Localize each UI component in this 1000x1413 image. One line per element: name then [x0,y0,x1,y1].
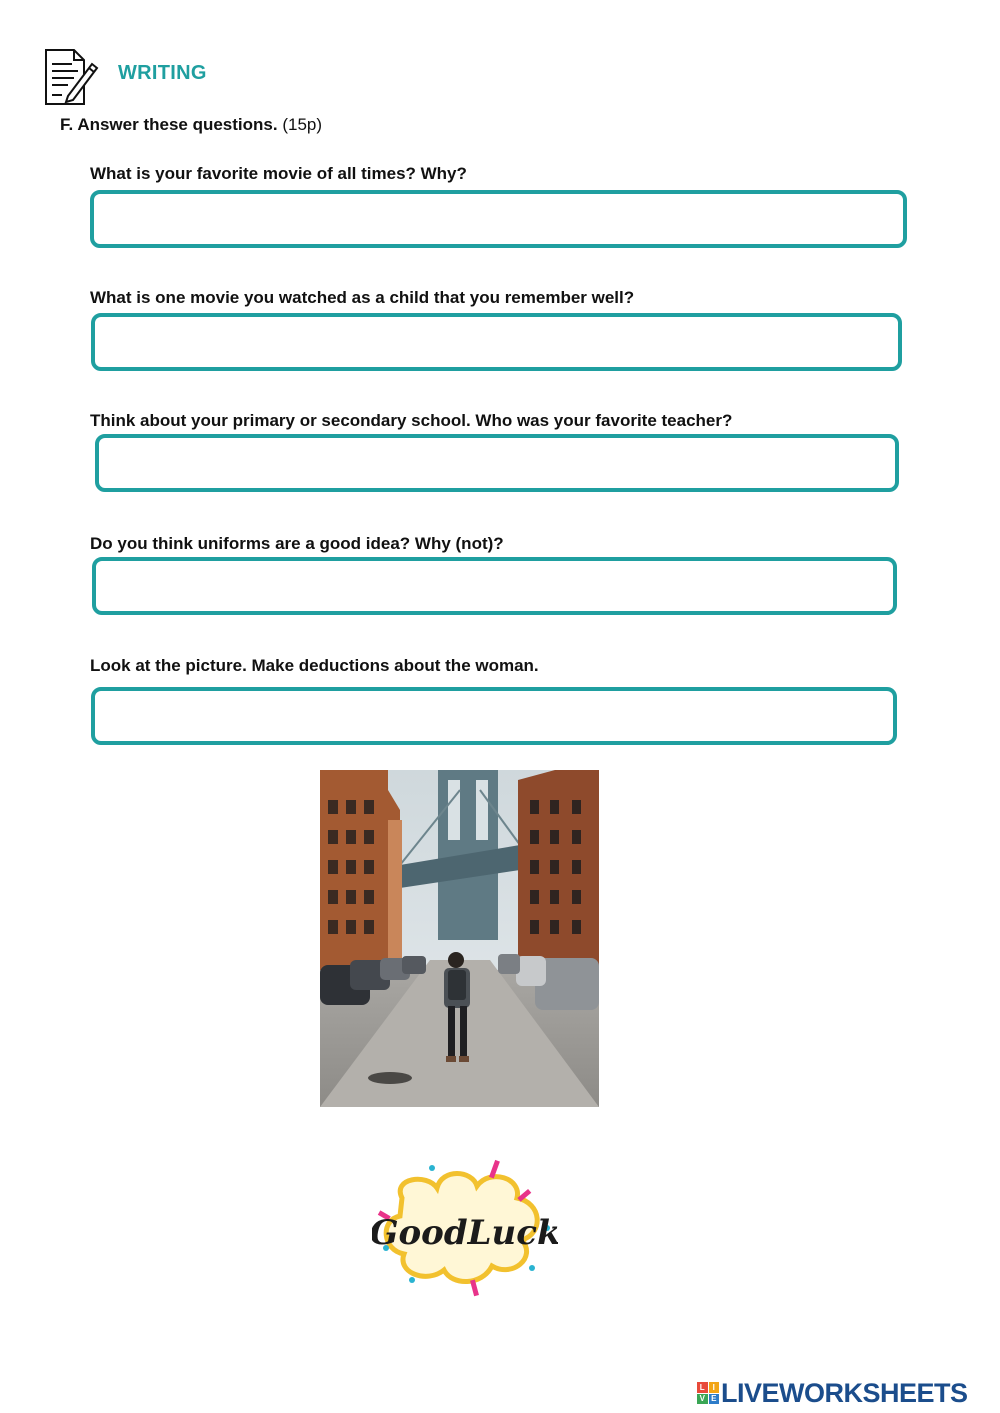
answer-input-2[interactable] [91,313,902,371]
instruction-points: (15p) [282,115,323,134]
question-2: What is one movie you watched as a child that you remember well? [90,288,635,307]
answer-input-5[interactable] [91,687,897,745]
question-3: Think about your primary or secondary school. Who was your favorite teacher? [90,411,733,430]
liveworksheets-logo-text: LIVEWORKSHEETS [721,1377,968,1408]
section-title: WRITING [118,62,207,84]
question-1: What is your favorite movie of all times? Why? [90,164,467,183]
good-luck-graphic [372,1158,558,1300]
answer-input-1[interactable] [90,190,907,248]
answer-input-4[interactable] [92,557,897,615]
instruction-label: F. Answer these questions. [60,115,278,134]
question-4: Do you think uniforms are a good idea? Why (not)? [90,534,504,553]
question-5: Look at the picture. Make deductions about the woman. [90,656,539,675]
good-luck-text: GoodLuck [372,1213,558,1253]
liveworksheets-logo [697,1378,968,1408]
street-photo-icon [320,770,599,1107]
document-pen-icon [42,46,100,106]
answer-input-3[interactable] [95,434,899,492]
liveworksheets-logo-mark: L I V E [697,1382,719,1404]
instruction [60,115,322,135]
